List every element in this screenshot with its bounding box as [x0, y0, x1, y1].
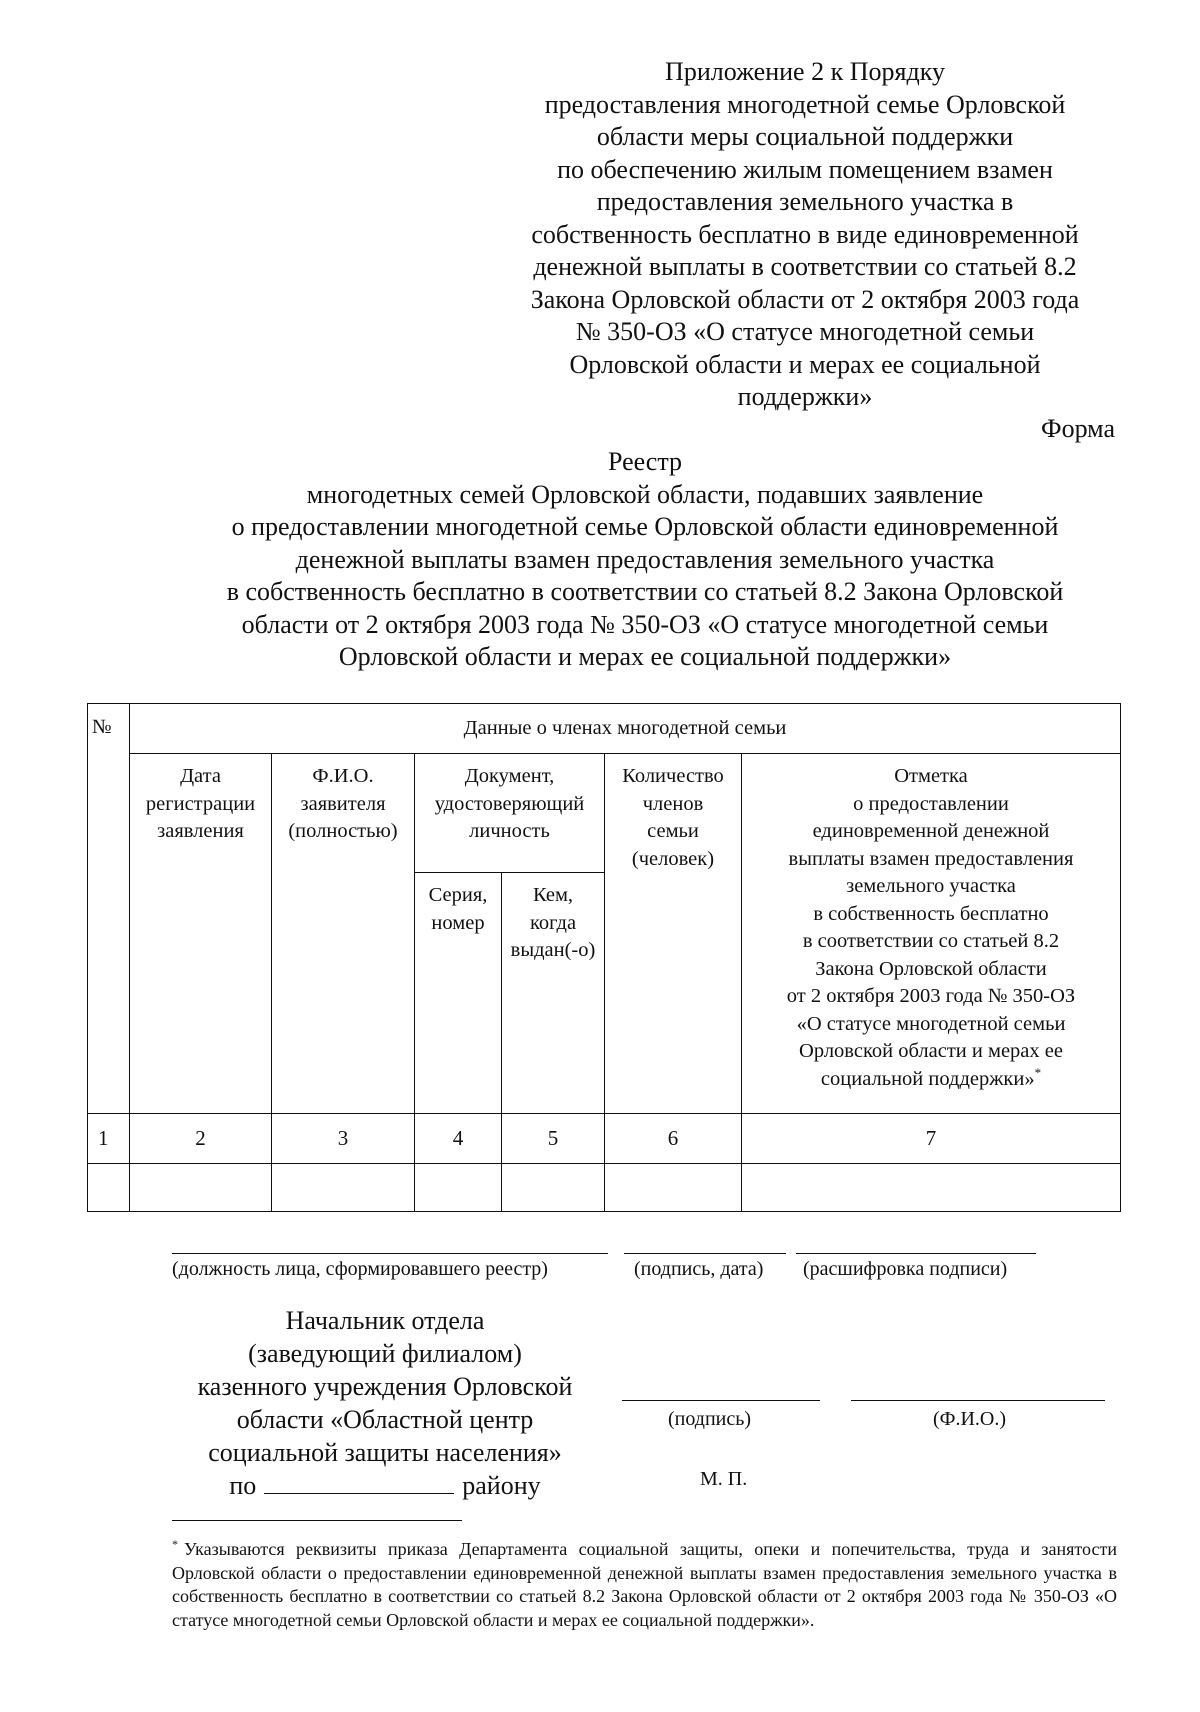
- column-number: 3: [272, 1114, 415, 1164]
- sign-date-line: [624, 1253, 786, 1254]
- district-prefix: по: [229, 1471, 257, 1500]
- empty-cell: [605, 1164, 742, 1212]
- appendix-line: собственность бесплатно в виде единовременной: [531, 219, 1079, 249]
- full-name-label: (Ф.И.О.): [933, 1408, 1007, 1430]
- identity-document-header: Документ, удостоверяющий личность: [415, 754, 605, 873]
- column-number: 2: [130, 1114, 272, 1164]
- title-line: Орловской области и мерах ее социальной поддержки»: [338, 642, 952, 671]
- appendix-header: [480, 56, 1130, 414]
- number-header: №: [88, 704, 130, 1114]
- seal-label: М. П.: [700, 1468, 748, 1490]
- footnote-asterisk: *: [1034, 1064, 1042, 1080]
- applicant-name-header: Ф.И.О. заявителя (полностью): [272, 754, 415, 1114]
- transcript-line: [796, 1253, 1036, 1254]
- footnote-separator: [172, 1520, 462, 1521]
- appendix-line: предоставления многодетной семье Орловской: [544, 89, 1066, 119]
- table-row: [88, 1164, 1121, 1212]
- signature-label: (подпись): [668, 1408, 752, 1430]
- empty-cell: [415, 1164, 502, 1212]
- district-line: [150, 1469, 620, 1502]
- head-line: (заведующий филиалом): [248, 1339, 522, 1368]
- head-line: социальной защиты населения»: [208, 1438, 562, 1467]
- family-size-header: Количество членов семьи (человек): [605, 754, 742, 1114]
- title-line: области от 2 октября 2003 года № 350-ОЗ «О статусе многодетной семьи: [241, 609, 1049, 639]
- appendix-line: денежной выплаты в соответствии со статьей 8.2: [533, 252, 1077, 281]
- appendix-line: области меры социальной поддержки: [596, 122, 1014, 151]
- payment-note-text: Отметка о предоставлении единовременной денежной выплаты взамен предоставления земельного участка в собственность бесплатно в соответствии со статьей 8.2 Закона Орловской области от 2 октября 2003 года № 350-ОЗ «О статусе многодетной семьи Орловской области и мерах ее социальной поддержки»: [786, 765, 1076, 1090]
- head-line: Начальник отдела: [285, 1306, 485, 1335]
- registration-date-header: Дата регистрации заявления: [130, 754, 272, 1114]
- column-number: 4: [415, 1114, 502, 1164]
- appendix-line: № 350-ОЗ «О статусе многодетной семьи: [575, 317, 1035, 346]
- head-of-department-block: [150, 1304, 620, 1502]
- sign-date-label: (подпись, дата): [634, 1258, 764, 1280]
- title-line: в собственность бесплатно в соответствии со статьей 8.2 Закона Орловской: [226, 577, 1064, 606]
- issued-by-header: Кем, когда выдан(-о): [502, 873, 605, 1114]
- head-line: казенного учреждения Орловской: [197, 1372, 573, 1401]
- series-number-header: Серия, номер: [415, 873, 502, 1114]
- column-number: 6: [605, 1114, 742, 1164]
- head-name-line: [851, 1400, 1105, 1401]
- appendix-line: предоставления земельного участка в: [596, 187, 1014, 216]
- position-signature-line: [172, 1253, 608, 1254]
- empty-cell: [130, 1164, 272, 1212]
- family-data-header: Данные о членах многодетной семьи: [130, 704, 1121, 754]
- footnote-text: Указываются реквизиты приказа Департамента социальной защиты, опеки и попечительства, труда и занятости Орловской области о предоставлении единовременной денежной выплаты взамен предоставления земельного участка в собственность бесплатно в соответствии со статьей 8.2 Закона Орловской области от 2 октября 2003 года № 350-ОЗ «О статусе многодетной семьи Орловской области и мерах ее социальной поддержки».: [172, 1539, 1117, 1630]
- column-number: 5: [502, 1114, 605, 1164]
- empty-cell: [272, 1164, 415, 1212]
- title-heading: Реестр: [607, 447, 683, 476]
- district-blank: [264, 1473, 454, 1494]
- position-label: (должность лица, сформировавшего реестр): [172, 1258, 548, 1280]
- head-line: области «Областной центр: [236, 1405, 534, 1434]
- payment-note-header: [742, 754, 1121, 1114]
- empty-cell: [502, 1164, 605, 1212]
- form-label: Форма: [1041, 414, 1115, 443]
- transcript-label: (расшифровка подписи): [803, 1258, 1008, 1280]
- head-signature-line: [622, 1400, 820, 1401]
- registry-table: [87, 703, 1121, 1212]
- footnote: [172, 1538, 1117, 1632]
- appendix-line: Орловской области и мерах ее социальной: [569, 349, 1041, 379]
- appendix-line: Приложение 2 к Порядку: [665, 57, 945, 86]
- title-line: о предоставлении многодетной семье Орловской области единовременной: [231, 512, 1059, 541]
- district-suffix: району: [462, 1471, 541, 1500]
- appendix-line: поддержки»: [737, 382, 873, 411]
- column-number: 1: [88, 1114, 130, 1164]
- document-title: [100, 446, 1190, 674]
- title-line: денежной выплаты взамен предоставления земельного участка: [295, 544, 995, 574]
- appendix-line: по обеспечению жилым помещением взамен: [557, 154, 1053, 184]
- empty-cell: [88, 1164, 130, 1212]
- title-line: многодетных семей Орловской области, подавших заявление: [306, 479, 984, 509]
- footnote-mark: *: [172, 1537, 178, 1551]
- column-number: 7: [742, 1114, 1121, 1164]
- empty-cell: [742, 1164, 1121, 1212]
- appendix-line: Закона Орловской области от 2 октября 2003 года: [530, 284, 1080, 314]
